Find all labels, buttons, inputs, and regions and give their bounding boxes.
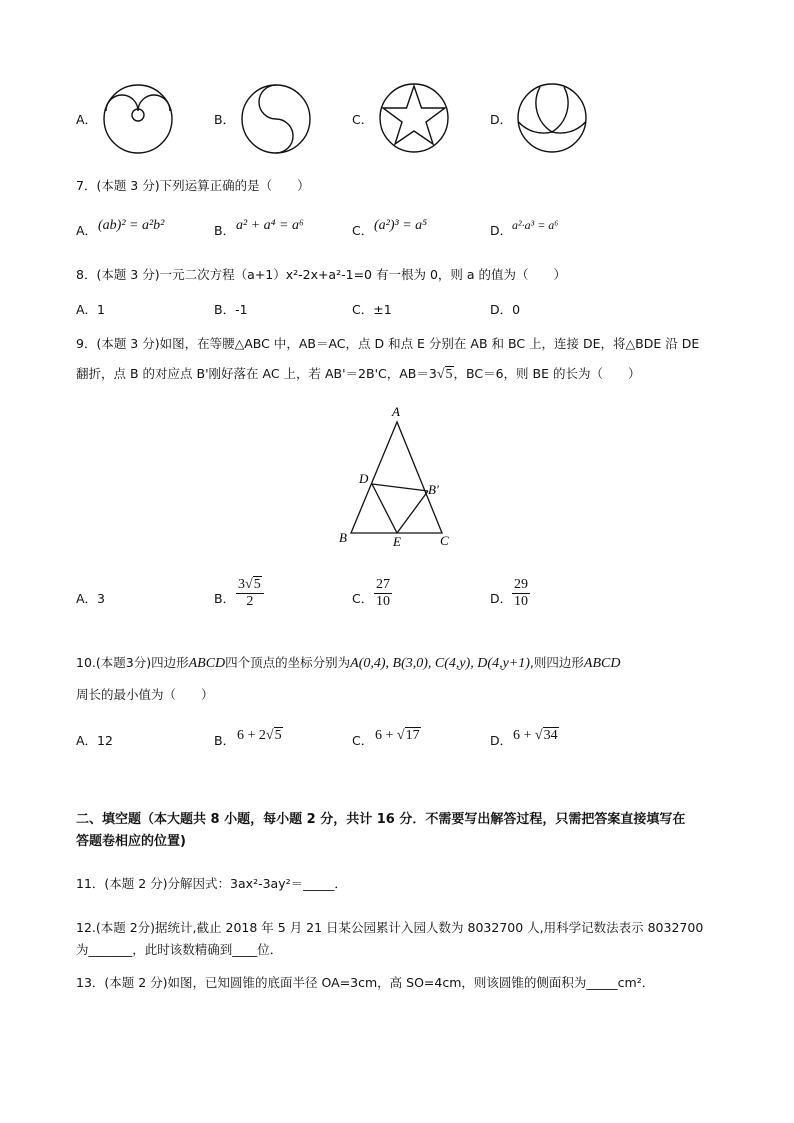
q7-option-b-label: B． [214,223,236,238]
q7-option-b-expr: a² + a⁴ = a⁶ [236,218,304,233]
q7-option-a-label: A． [76,223,98,238]
q9-label-a: A [392,404,400,419]
q9-option-b-frac: $\frac{3√5}{2}$ [236,577,264,610]
q9-stem-text-a: 翻折，点 B 的对应点 B'刚好落在 AC 上，若 AB'＝2B'C，AB＝3 [76,366,437,381]
q10-option-a: A．12 [76,733,113,748]
q12-line2: 为_______，此时该数精确到____位． [76,942,283,957]
q6-figure-d [516,82,588,154]
q10-option-d-label: D． [490,733,513,748]
q9-stem-line2 [76,364,640,383]
q6-option-d-label: D． [490,112,513,127]
q11-text: 11．(本题 2 分)分解因式：3ax²-3ay²＝_____． [76,876,347,891]
q8-option-a: A．1 [76,302,106,317]
q6-figure-b [240,83,312,155]
q10-stem-line1: 10.(本题3分)四边形ABCD四个顶点的坐标分别为A(0,4), B(3,0), C(4,y), D(4,y+1),则四边形ABCD [76,655,621,671]
q10-option-c-expr: 6 + √17 [375,728,420,743]
q8-option-c: C．±1 [352,302,392,317]
q6-option-b-label: B． [214,112,236,127]
q10-option-c-label: C． [352,733,374,748]
q6-option-c-label: C． [352,112,374,127]
q7-option-a-expr: (ab)² = a²b² [98,218,165,233]
q7-option-c-label: C． [352,223,374,238]
q9-label-e: E [393,534,401,549]
q9-label-d: D [359,471,369,486]
q9-option-d-label: D． [490,591,513,606]
q7-stem: 7．(本题 3 分)下列运算正确的是（ ） [76,178,310,193]
q9-triangle-figure [330,400,460,550]
q12-line1: 12.(本题 2分)据统计,截止 2018 年 5 月 21 日某公园累计入园人数为 8032700 人,用科学记数法表示 8032700 [76,920,704,935]
q10-option-d-expr: 6 + √34 [513,728,558,743]
q6-option-a-label: A． [76,112,98,127]
q10-option-b-expr: 6 + 2√5 [237,728,282,743]
q9-stem-line1: 9．(本题 3 分)如图，在等腰△ABC 中，AB＝AC，点 D 和点 E 分别在 AB 和 BC 上，连接 DE，将△BDE 沿 DE [76,336,700,351]
q10-stem-line2: 周长的最小值为（ ） [76,687,214,702]
q9-option-c-label: C． [352,591,374,606]
q9-label-c: C [440,533,449,548]
q8-stem: 8．(本题 3 分)一元二次方程（a+1）x²-2x+a²-1=0 有一根为 0，则 a 的值为（ ） [76,267,567,282]
q10-option-b-label: B． [214,733,236,748]
q13-text: 13．(本题 2 分)如图，已知圆锥的底面半径 OA=3cm，高 SO=4cm，则该圆锥的侧面积为_____cm²． [76,975,655,990]
q9-option-b-label: B． [214,591,236,606]
q6-figure-c [378,82,450,154]
q9-label-b: B [339,530,347,545]
q9-sqrt-value: 5 [445,367,453,382]
q9-stem-text-b: ，BC＝6，则 BE 的长为（ ） [453,366,641,381]
section2-heading-line2: 答题卷相应的位置) [76,834,186,849]
section2-heading-line1: 二、填空题（本大题共 8 小题，每小题 2 分，共计 16 分．不需要写出解答过程，只需把答案直接填写在 [76,812,686,827]
q7-option-c-expr: (a²)³ = a⁵ [374,218,428,233]
q8-option-d: D．0 [490,302,521,317]
q9-sqrt-sign: √ [436,367,445,382]
q9-option-d-frac: $\frac{29}{10}$ [514,577,528,609]
q9-option-c-frac: $\frac{27}{10}$ [376,577,390,609]
q9-label-bprime: B′ [428,482,439,497]
q8-option-b: B．-1 [214,302,248,317]
q6-figure-a [102,83,174,155]
q7-option-d-expr: a²·a³ = a⁶ [512,218,559,232]
q9-option-a: A．3 [76,591,106,606]
q7-option-d-label: D． [490,223,513,238]
